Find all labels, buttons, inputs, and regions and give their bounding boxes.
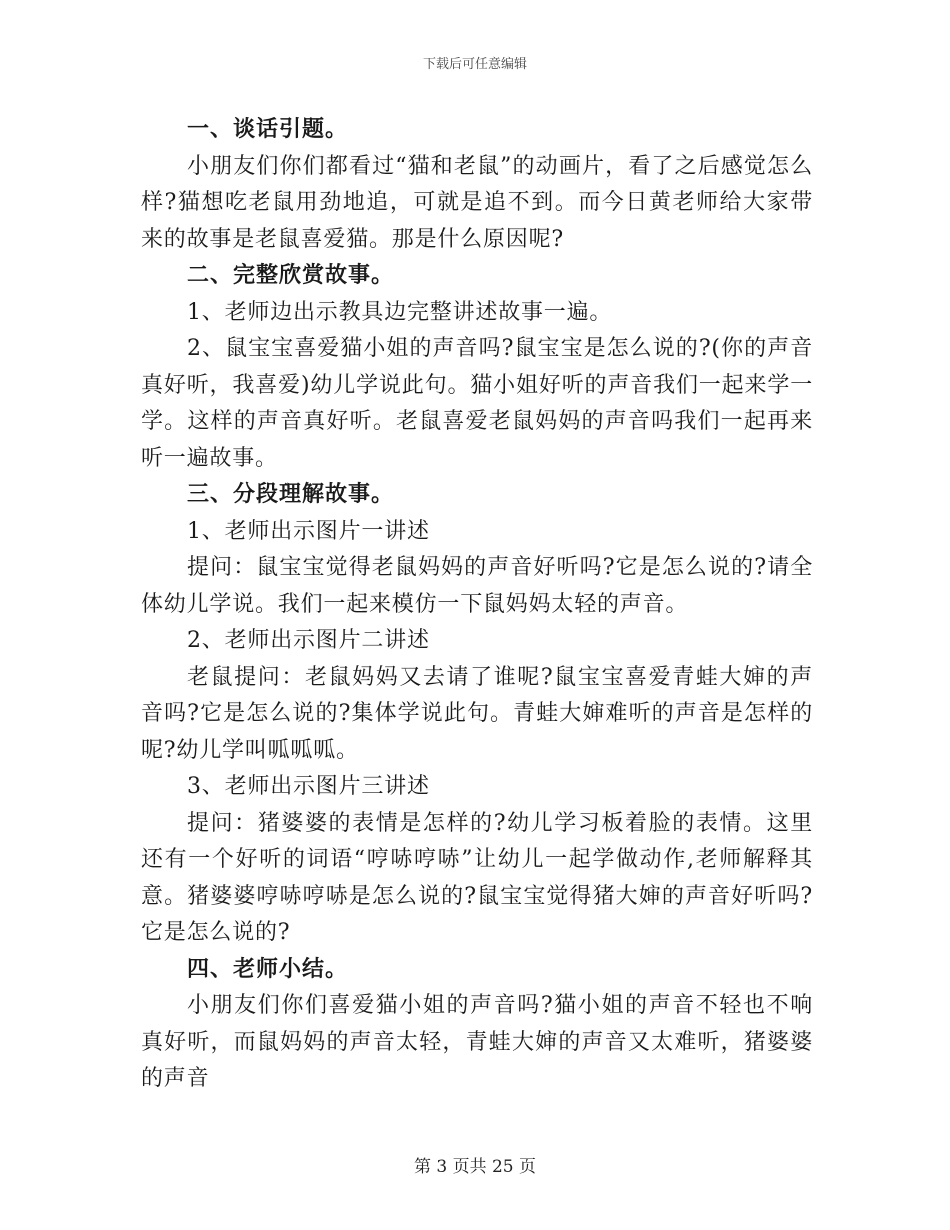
section-heading: 四、老师小结。 [187, 956, 349, 982]
page-header: 下载后可任意编辑 [422, 57, 527, 72]
paragraph: 小朋友们你们喜爱猫小姐的声音吗?猫小姐的声音不轻也不响真好听，而鼠妈妈的声音太轻，青蛙大婶的声音又太难听，猪婆婆的声音 [141, 993, 813, 1091]
section-heading: 二、完整欣赏故事。 [187, 263, 395, 288]
section-heading: 一、谈话引题。 [187, 117, 349, 142]
document-body [141, 112, 813, 1098]
paragraph: 2、鼠宝宝喜爱猫小姐的声音吗?鼠宝宝是怎么说的?(你的声音真好听，我喜爱)幼儿学说此句。猫小姐好听的声音我们一起来学一学。这样的声音真好听。老鼠喜爱老鼠妈妈的声音吗我们一起再来听一遍故事。 [141, 336, 813, 471]
page-footer: 第 3 页共 25 页 [413, 1157, 537, 1177]
paragraph: 1、老师边出示教具边完整讲述故事一遍。 [187, 299, 613, 325]
paragraph: 2、老师出示图片二讲述 [187, 628, 430, 653]
paragraph: 老鼠提问：老鼠妈妈又去请了谁呢?鼠宝宝喜爱青蛙大婶的声音吗?它是怎么说的?集体学说此句。青蛙大婶难听的声音是怎样的呢?幼儿学叫呱呱呱。 [141, 664, 813, 763]
section-heading: 三、分段理解故事。 [187, 482, 395, 507]
paragraph: 小朋友们你们都看过“猫和老鼠”的动画片，看了之后感觉怎么样?猫想吃老鼠用劲地追，可就是追不到。而今日黄老师给大家带来的故事是老鼠喜爱猫。那是什么原因呢? [141, 153, 813, 252]
paragraph: 1、老师出示图片一讲述 [187, 518, 430, 544]
paragraph: 提问：猪婆婆的表情是怎样的?幼儿学习板着脸的表情。这里还有一个好听的词语“哼哧哼哧”让幼儿一起学做动作,老师解释其意。猪婆婆哼哧哼哧是怎么说的?鼠宝宝觉得猪大婶的声音好听吗?它是怎么说的? [141, 810, 813, 945]
paragraph: 提问：鼠宝宝觉得老鼠妈妈的声音好听吗?它是怎么说的?请全体幼儿学说。我们一起来模仿一下鼠妈妈太轻的声音。 [141, 555, 813, 617]
paragraph: 3、老师出示图片三讲述 [187, 774, 430, 799]
